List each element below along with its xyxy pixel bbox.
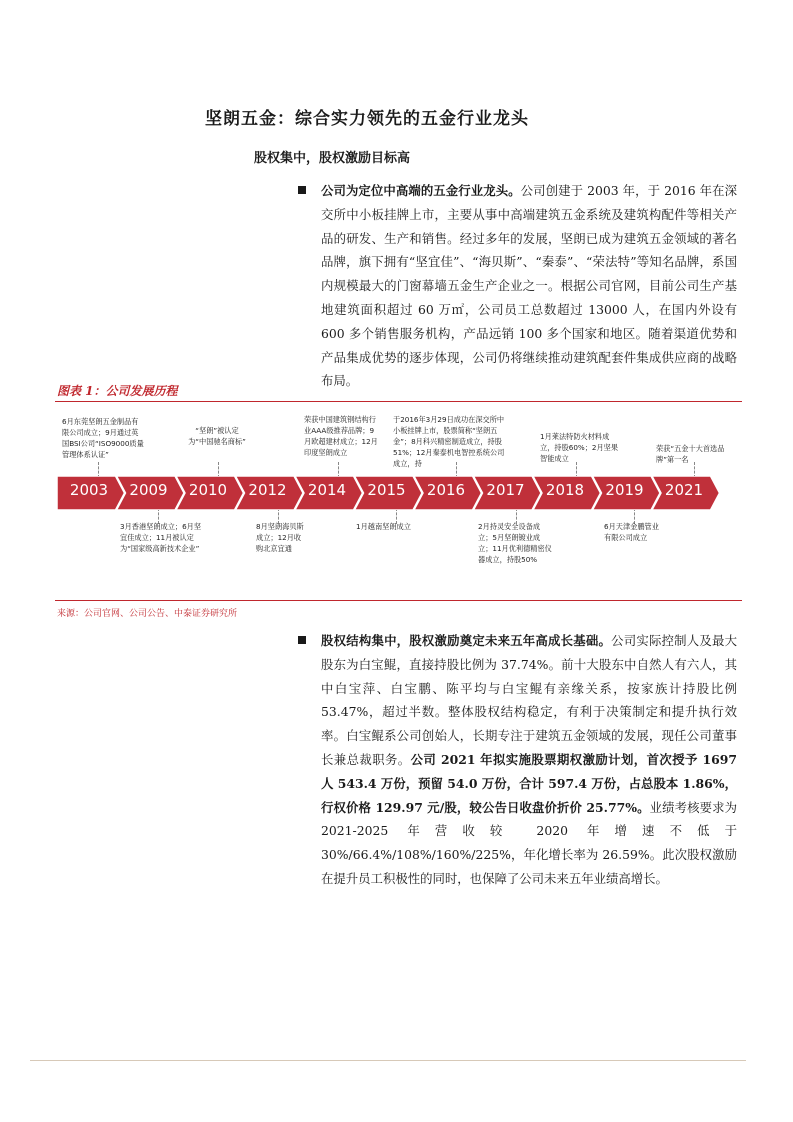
timeline-event-2015: 1月越南坚朗成立 — [356, 522, 411, 531]
timeline-year-2016: 2016 — [426, 481, 466, 499]
bullet-square-icon — [298, 636, 306, 644]
intro-paragraph — [321, 179, 737, 393]
timeline-year-2010: 2010 — [188, 481, 228, 499]
timeline-year-2021: 2021 — [664, 481, 704, 499]
timeline-year-2018: 2018 — [545, 481, 585, 499]
timeline-year-2012: 2012 — [248, 481, 287, 499]
equity-lead: 股权结构集中，股权激励奠定未来五年高成长基础。 — [321, 633, 612, 648]
figure-title: 图表 1：公司发展历程 — [57, 384, 178, 398]
intro-body: 公司创建于 2003 年，于 2016 年在深交所中小板挂牌上市，主要从事中高端建筑五金系统及建筑构配件等相关产品的研发、生产和销售。经过多年的发展，坚朗已成为建筑五金领域的著名品牌，旗下拥有“坚宜佳”、“海贝斯”、“秦泰”、“荣法特”等知名品牌，系国内规模最大的门窗幕墙五金生产企业之一。根据公司官网，目前公司生产基地建筑面积超过 60 万㎡，公司员工总数超过 13000 人，在国内外设有 600 多个销售服务机构，产品远销 100 多个国家和地区。随着渠道优势和产品集成优势的逐步体现，公司仍将继续推动建筑配套件集成供应商的战略布局。 — [321, 183, 737, 389]
timeline-event-2010: “坚朗”被认定为“中国驰名商标” — [188, 426, 246, 446]
timeline-event-2014: 荣获中国建筑钢结构行业AAA级推荐品牌；9月欧超建材成立；12月印度坚朗成立 — [304, 415, 378, 457]
intro-lead: 公司为定位中高端的五金行业龙头。 — [321, 183, 521, 198]
timeline-event-2019: 6月天津金鹏管业有限公司成立 — [604, 522, 659, 542]
timeline-event-2017: 2月持灵安全设备成立；5月坚朗镀业成立；11月优利德精密仪器成立，持股50% — [478, 522, 552, 564]
bullet-square-icon — [298, 186, 306, 194]
section-subtitle: 股权集中，股权激励目标高 — [254, 151, 411, 166]
timeline-event-2003: 6月东莞坚朗五金制品有限公司成立；9月通过英国BSI公司“ISO9000质量管理体系认证” — [62, 417, 144, 459]
timeline-event-2012: 8月坚朗海贝斯成立；12月收购北京宜通 — [256, 522, 304, 553]
equity-body-1: 公司实际控制人及最大股东为白宝鲲，直接持股比例为 37.74%。前十大股东中自然人有六人，其中白宝萍、白宝鹏、陈平均与白宝鲲有亲缘关系，按家族计持股比例 53.47%，超过半数。整体股权结构稳定，有利于决策制定和提升执行效率。白宝鲲系公司创始人，长期专注于建筑五金领域的发展，现任公司董事长兼总裁职务。 — [321, 633, 738, 767]
timeline-event-2009: 3月香港坚朗成立；6月坚宜佳成立；11月被认定为“国家级高新技术企业” — [120, 522, 202, 553]
figure-source: 来源：公司官网、公司公告、中泰证券研究所 — [57, 609, 238, 619]
timeline-event-2018: 1月莱法特防火材料成立，持股60%；2月坚果智能成立 — [540, 432, 619, 463]
timeline-year-2014: 2014 — [307, 481, 347, 499]
timeline-year-2019: 2019 — [605, 481, 644, 499]
equity-body-2: 业绩考核要求为 2021-2025 年营收较 2020 年增速不低于 30%/66.4%/108%/160%/225%，年化增长率为 26.59%。此次股权激励在提升员工积极性的同时，也保障了公司未来五年业绩高增长。 — [321, 799, 738, 886]
figure-bottom-rule — [55, 600, 742, 601]
equity-paragraph — [321, 629, 737, 891]
footer-rule — [30, 1060, 746, 1061]
timeline-year-2009: 2009 — [129, 481, 168, 499]
figure-top-rule — [55, 401, 742, 402]
timeline-year-2017: 2017 — [486, 481, 525, 499]
timeline-year-2015: 2015 — [367, 481, 406, 499]
timeline-year-2003: 2003 — [69, 481, 109, 499]
timeline-event-2016: 于2016年3月29日成功在深交所中小板挂牌上市，股票简称“坚朗五金”；8月科兴精密制造成立，持股51%；12月秦泰机电智控系统公司成立，持 — [393, 415, 505, 468]
page-title: 坚朗五金：综合实力领先的五金行业龙头 — [205, 109, 529, 129]
timeline-event-2021: 荣获“五金十大首选品牌”第一名 — [656, 444, 725, 464]
equity-incentive-plan: 公司 2021 年拟实施股票期权激励计划，首次授予 1697 人 543.4 万份，预留 54.0 万份，合计 597.4 万份，占总股本 1.86%，行权价格 129.97 元/股，较公告日收盘价折价 25.77%。 — [321, 751, 738, 815]
